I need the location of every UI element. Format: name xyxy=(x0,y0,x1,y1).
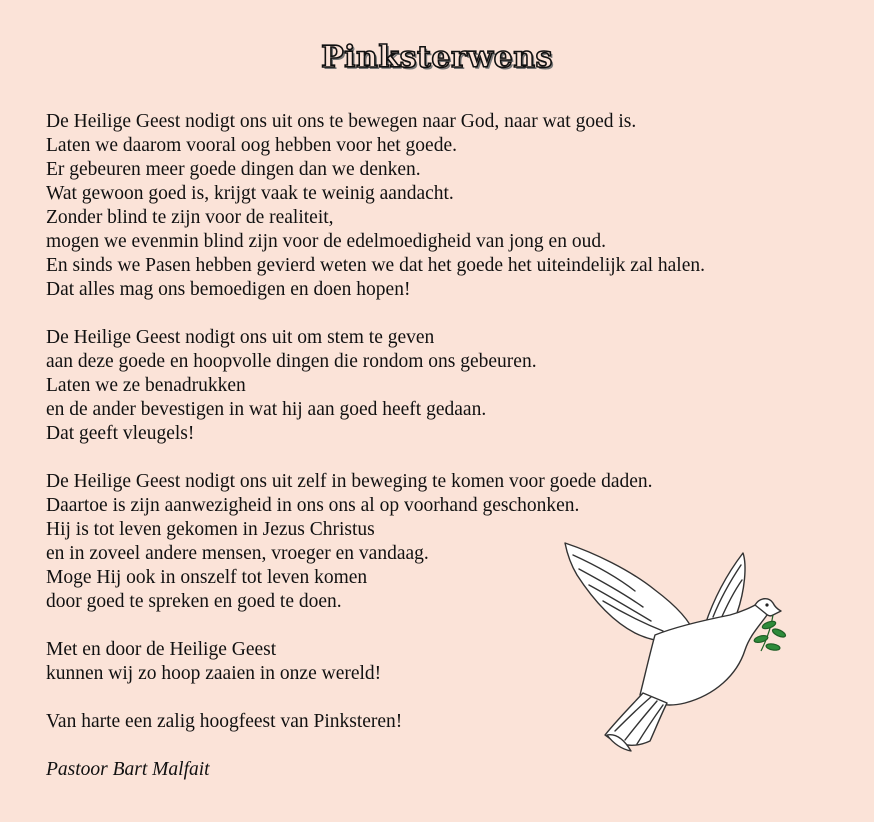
poem-line: kunnen wij zo hoop zaaien in onze wereld! xyxy=(46,663,382,684)
poem-line: Laten we ze benadrukken xyxy=(46,375,246,396)
poem-line: De Heilige Geest nodigt ons uit om stem te geven xyxy=(46,327,435,348)
page-title: Pinksterwens xyxy=(321,40,553,75)
poem-line: Wat gewoon goed is, krijgt vaak te weinig aandacht. xyxy=(46,183,454,204)
poem-line: en de ander bevestigen in wat hij aan goed heeft gedaan. xyxy=(46,399,487,420)
poem-line: aan deze goede en hoopvolle dingen die rondom ons gebeuren. xyxy=(46,351,537,372)
poem-line: Hij is tot leven gekomen in Jezus Christus xyxy=(46,519,375,540)
poem-line: De Heilige Geest nodigt ons uit zelf in beweging te komen voor goede daden. xyxy=(46,471,653,492)
poem-line: Moge Hij ook in onszelf tot leven komen xyxy=(46,567,368,588)
dove-eye xyxy=(765,603,768,606)
poem-line: En sinds we Pasen hebben gevierd weten we dat het goede het uiteindelijk zal halen. xyxy=(46,255,705,276)
poem-line: De Heilige Geest nodigt ons uit ons te bewegen naar God, naar wat goed is. xyxy=(46,111,637,132)
dove-front-wing xyxy=(565,543,695,642)
poem-line: Dat alles mag ons bemoedigen en doen hopen! xyxy=(46,279,411,300)
poem-line: en in zoveel andere mensen, vroeger en vandaag. xyxy=(46,543,429,564)
poem-line: Laten we daarom vooral oog hebben voor het goede. xyxy=(46,135,457,156)
poem-line: Met en door de Heilige Geest xyxy=(46,639,277,660)
poem-line: Zonder blind te zijn voor de realiteit, xyxy=(46,207,334,228)
stanza-1 xyxy=(46,110,806,302)
poem-line: Van harte een zalig hoogfeest van Pinksteren! xyxy=(46,711,403,732)
poem-line: Daartoe is zijn aanwezigheid in ons ons al op voorhand geschonken. xyxy=(46,495,580,516)
dove-illustration xyxy=(555,535,795,760)
poem-line: door goed te spreken en goed te doen. xyxy=(46,591,342,612)
poem-line: mogen we evenmin blind zijn voor de edelmoedigheid van jong en oud. xyxy=(46,231,606,252)
poem-line: Er gebeuren meer goede dingen dan we denken. xyxy=(46,159,421,180)
poem-line: Dat geeft vleugels! xyxy=(46,423,195,444)
signature: Pastoor Bart Malfait xyxy=(46,759,210,780)
stanza-2 xyxy=(46,326,806,446)
